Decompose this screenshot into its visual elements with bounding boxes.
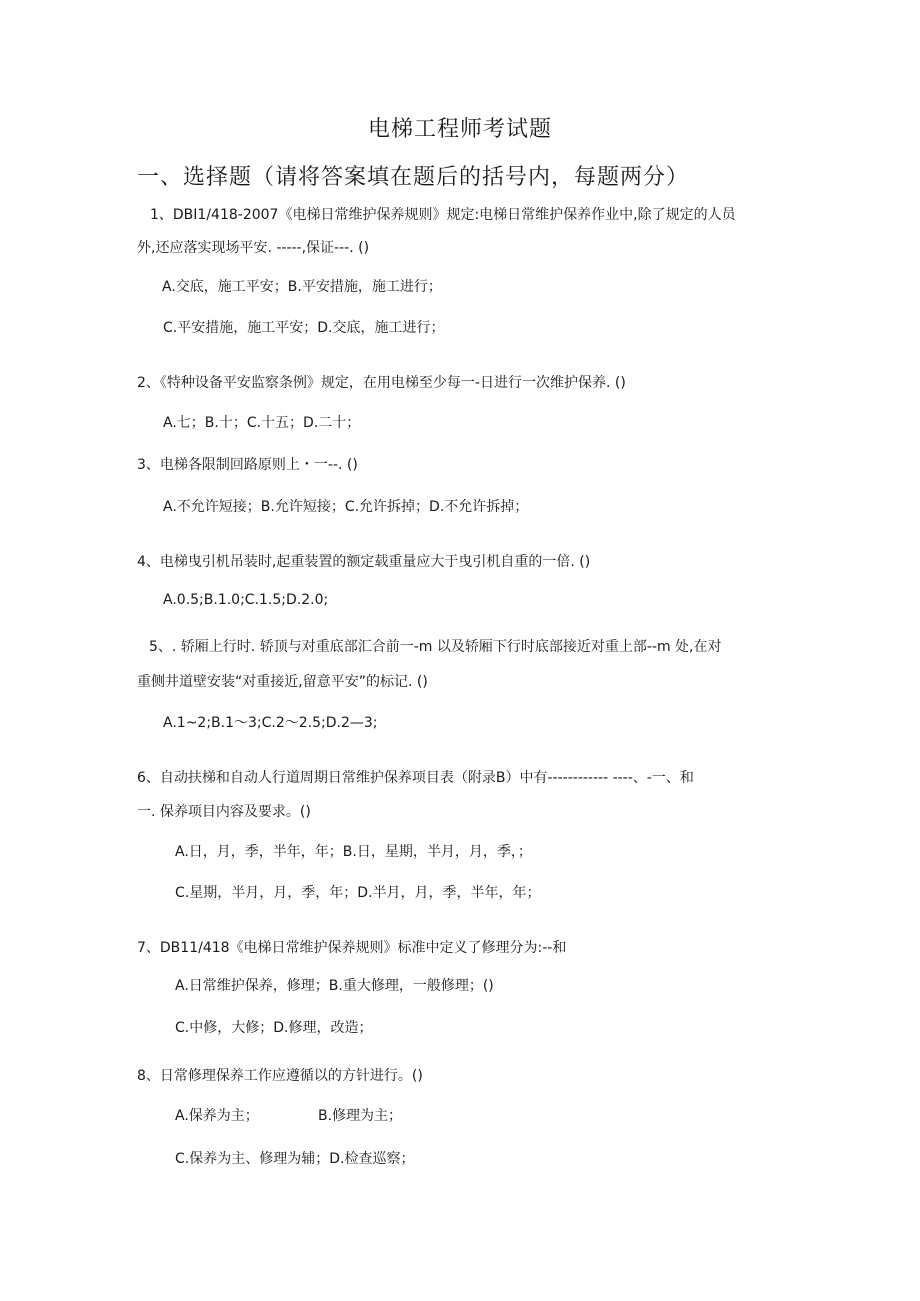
- q5-stem-line1: 5、. 轿厢上行时. 轿顶与对重底部汇合前一-m 以及轿厢下行时底部接近对重上部--m 处,在对: [149, 639, 722, 655]
- q8-option-a: A.保养为主；: [175, 1108, 259, 1124]
- q5-options: A.1~2;B.1～3;C.2～2.5;D.2—3;: [163, 715, 378, 731]
- q5-stem-line2: 重侧井道壁安装“对重接近,留意平安”的标记. (): [137, 674, 428, 690]
- q6-options-cd: C.星期，半月，月，季，年；D.半月，月，季，半年，年；: [175, 885, 541, 901]
- q2-options: A.七；B.十；C.十五；D.二十；: [163, 415, 361, 431]
- q7-stem: 7、DB11/418《电梯日常维护保养规则》标准中定义了修理分为:--和: [137, 940, 567, 956]
- q6-stem-line2: 一. 保养项目内容及要求。(): [137, 804, 311, 820]
- q6-stem-line1: 6、自动扶梯和自动人行道周期日常维护保养项目表（附录B）中有------------ ----、-一、和: [137, 770, 694, 786]
- q2-stem: 2、《特种设备平安监察条例》规定，在用电梯至少每一-日进行一次维护保养. (): [137, 375, 626, 391]
- q6-options-ab: A.日，月，季，半年，年；B.日，星期，半月，月，季，；: [175, 844, 532, 860]
- q4-options: A.0.5;B.1.0;C.1.5;D.2.0;: [163, 592, 329, 608]
- q1-stem-line2: 外,还应落实现场平安. -----,保证---. (): [137, 240, 370, 256]
- section-heading: 一、选择题（请将答案填在题后的括号内，每题两分）: [137, 165, 690, 190]
- q4-stem: 4、电梯曳引机吊装时,起重装置的额定载重量应大于曳引机自重的一倍. (): [137, 554, 591, 570]
- q7-options-ab: A.日常维护保养，修理；B.重大修理，一般修理；(): [175, 978, 494, 994]
- q8-options-cd: C.保养为主、修理为辅；D.检查巡察；: [175, 1151, 415, 1167]
- q1-options-ab: A.交底，施工平安；B.平安措施，施工进行；: [162, 279, 442, 295]
- q8-stem: 8、日常修理保养工作应遵循以的方针进行。(): [137, 1068, 423, 1084]
- q1-stem-line1: 1、DBI1/418-2007《电梯日常维护保养规则》规定:电梯日常维护保养作业中,除了规定的人员: [150, 207, 736, 223]
- q1-options-cd: C.平安措施，施工平安；D.交底，施工进行；: [163, 320, 445, 336]
- q3-options: A.不允许短接；B.允许短接；C.允许拆掉；D.不允许拆掉；: [163, 499, 529, 515]
- q7-options-cd: C.中修，大修；D.修理，改造；: [175, 1020, 373, 1036]
- q3-stem: 3、电梯各限制回路原则上・一--. (): [137, 457, 358, 473]
- document-title: 电梯工程师考试题: [367, 117, 552, 142]
- q8-option-b: B.修理为主；: [318, 1108, 403, 1124]
